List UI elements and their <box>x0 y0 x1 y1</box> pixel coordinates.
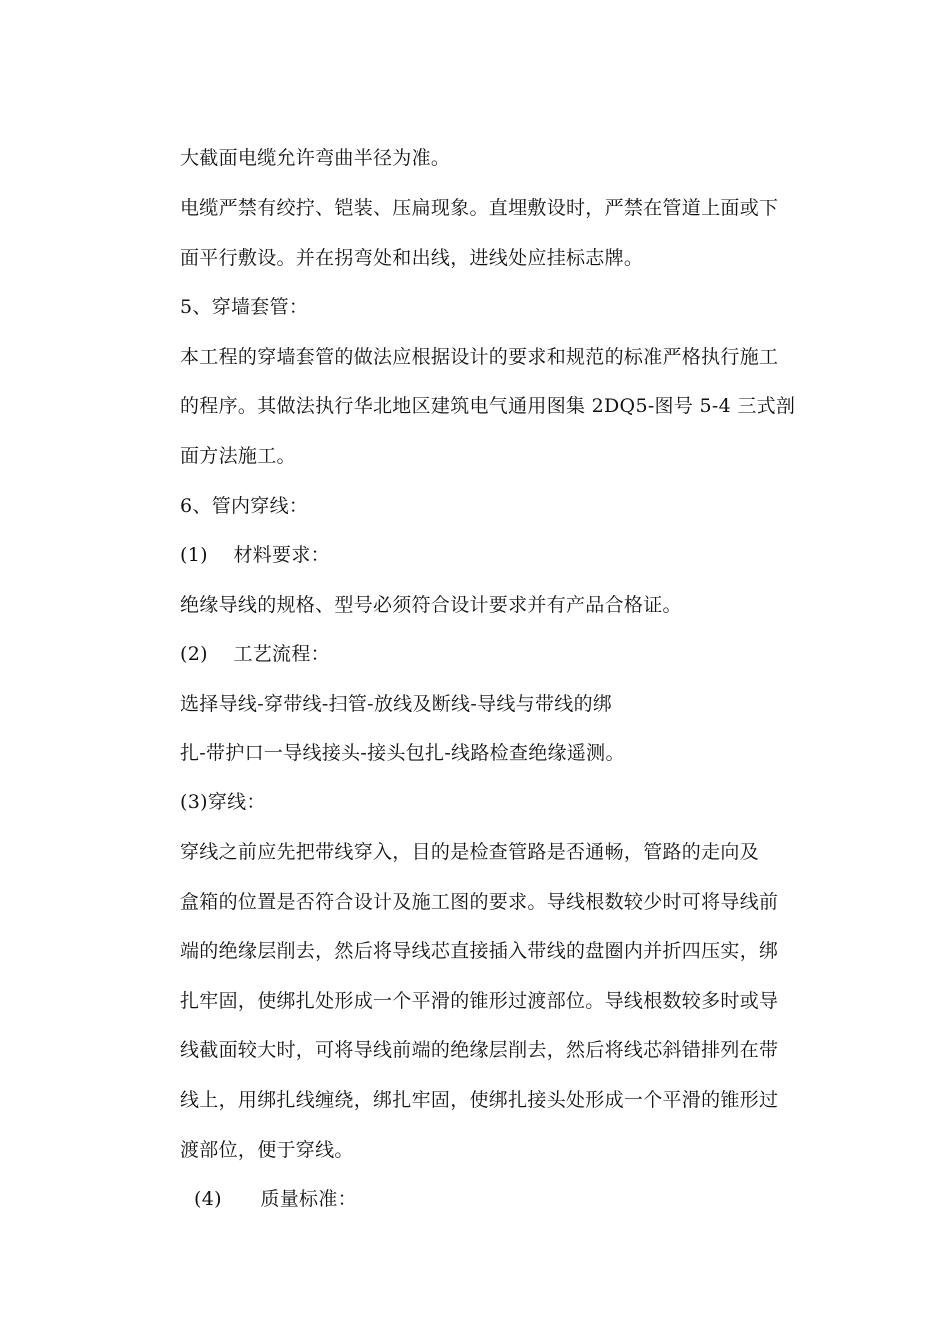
subsection-heading: (4) 质量标准： <box>194 1188 357 1210</box>
text-line: 渡部位，便于穿线。 <box>180 1139 354 1161</box>
subsection-heading: (3)穿线： <box>180 791 266 813</box>
text-line: 盒箱的位置是否符合设计及施工图的要求。导线根数较少时可将导线前 <box>180 891 779 913</box>
text-line: 面平行敷设。并在拐弯处和出线，进线处应挂标志牌。 <box>180 247 644 269</box>
text-line: 选择导线-穿带线-扫管-放线及断线-导线与带线的绑 <box>180 693 613 715</box>
text-line: 的程序。其做法执行华北地区建筑电气通用图集 2DQ5-图号 5-4 三式剖 <box>180 395 796 417</box>
subsection-heading: (1) 材料要求： <box>180 544 330 566</box>
text-line: 端的绝缘层削去，然后将导线芯直接插入带线的盘圈内并折四压实，绑 <box>180 940 779 962</box>
section-heading: 6、管内穿线： <box>180 495 309 517</box>
text-line: 绝缘导线的规格、型号必须符合设计要求并有产品合格证。 <box>180 594 682 616</box>
text-line: 大截面电缆允许弯曲半径为准。 <box>180 147 451 169</box>
text-line: 扎-带护口一导线接头-接头包扎-线路检查绝缘遥测。 <box>180 742 625 764</box>
text-line: 扎牢固，使绑扎处形成一个平滑的锥形过渡部位。导线根数较多时或导 <box>180 990 779 1012</box>
subsection-heading: (2) 工艺流程： <box>180 643 330 665</box>
text-line: 电缆严禁有绞拧、铠装、压扁现象。直埋敷设时，严禁在管道上面或下 <box>180 197 779 219</box>
text-line: 本工程的穿墙套管的做法应根据设计的要求和规范的标准严格执行施工 <box>180 346 779 368</box>
section-heading: 5、穿墙套管： <box>180 296 309 318</box>
text-line: 线上，用绑扎线缠绕，绑扎牢固，使绑扎接头处形成一个平滑的锥形过 <box>180 1089 779 1111</box>
text-line: 穿线之前应先把带线穿入，目的是检查管路是否通畅，管路的走向及 <box>180 841 760 863</box>
text-line: 面方法施工。 <box>180 445 296 467</box>
text-line: 线截面较大时，可将导线前端的绝缘层削去，然后将线芯斜错排列在带 <box>180 1039 779 1061</box>
